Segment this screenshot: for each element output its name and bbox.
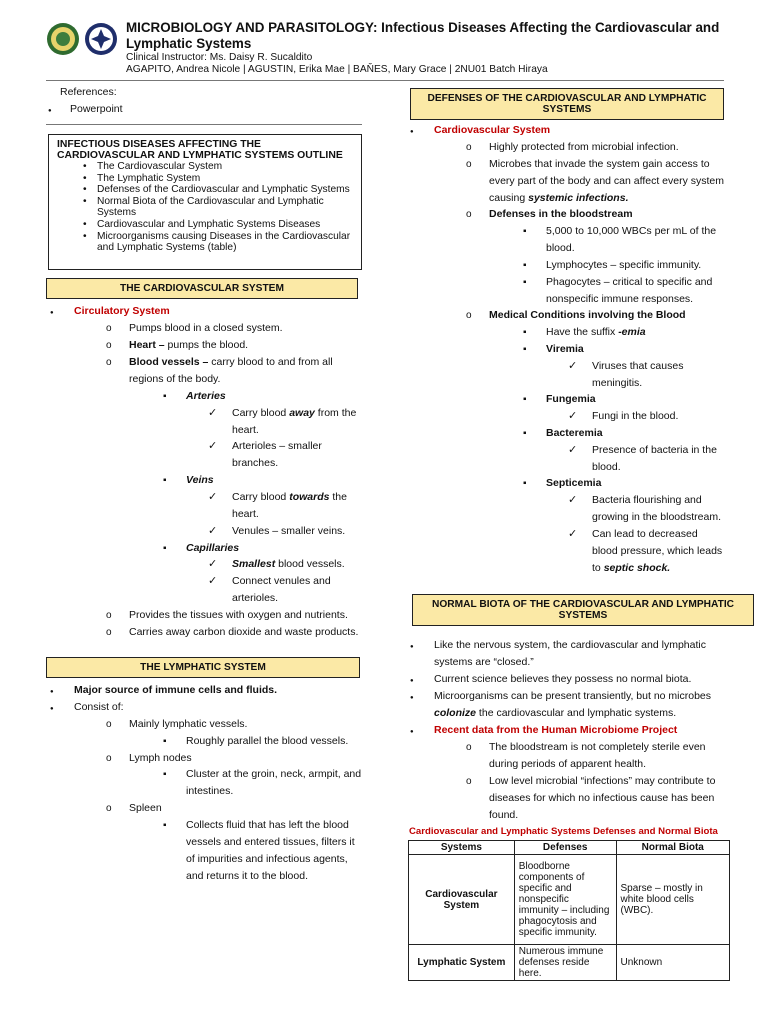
microbes-text-1: Microbes that invade the system gain access to [489, 158, 710, 170]
circle-bullet-icon [106, 624, 112, 641]
square-bullet-icon [523, 223, 527, 240]
microbiome-detail-2: Low level microbial “infections” may contribute to [489, 775, 716, 787]
table-header-row [409, 841, 730, 855]
biota-text-3-cont: colonize the cardiovascular and lymphatic systems. [434, 707, 677, 719]
cardiovascular-heading: THE CARDIOVASCULAR SYSTEM [46, 278, 358, 299]
square-bullet-icon [163, 540, 167, 557]
table-caption: Cardiovascular and Lymphatic Systems Defenses and Normal Biota [409, 826, 718, 837]
microbiome-project-label: Recent data from the Human Microbiome Project [434, 724, 678, 736]
table-cell: Numerous immune defenses reside here. [514, 945, 616, 981]
circle-bullet-icon [466, 139, 472, 156]
square-bullet-icon [523, 425, 527, 442]
table-row [409, 945, 730, 981]
biota-text-3: Microorganisms can be present transiently, but no microbes [434, 690, 712, 702]
circle-bullet-icon [106, 716, 112, 733]
references-divider [46, 124, 362, 125]
outline-item: • Microorganisms causing Diseases in the Cardiovascular and Lymphatic Systems (table) [97, 231, 353, 254]
circle-bullet-icon [106, 750, 112, 767]
table-cell: Lymphatic System [409, 945, 515, 981]
septic-shock-text: to septic shock. [592, 562, 671, 574]
authors: AGAPITO, Andrea Nicole | AGUSTIN, Erika Mae | BAŇES, Mary Grace | 2NU01 Batch Hiraya [126, 64, 548, 75]
bullet-icon [50, 303, 54, 322]
circulatory-system: Circulatory System [74, 305, 170, 317]
veins-detail-1-cont: heart. [232, 508, 259, 520]
document-header [0, 0, 768, 80]
square-bullet-icon [523, 341, 527, 358]
check-icon [208, 556, 217, 573]
arteries-detail-1-cont: heart. [232, 424, 259, 436]
square-bullet-icon [163, 817, 167, 834]
table-header: Normal Biota [616, 841, 730, 855]
bacteremia-detail: Presence of bacteria in the [592, 444, 717, 456]
microbes-text-2: every part of the body and can affect every system [489, 175, 725, 187]
check-icon [568, 492, 577, 509]
spleen-detail-2: vessels and entered tissues, filters it [186, 836, 355, 848]
biota-text-2: Current science believes they possess no normal biota. [434, 673, 692, 685]
spleen-text: Spleen [129, 802, 162, 814]
college-seal-logo [84, 22, 118, 56]
lymph-cluster-text-cont: intestines. [186, 785, 234, 797]
square-bullet-icon [163, 388, 167, 405]
capillaries-detail-2-cont: arterioles. [232, 592, 279, 604]
circle-bullet-icon [466, 206, 472, 223]
bullet-icon [50, 699, 54, 718]
square-bullet-icon [523, 475, 527, 492]
defenses-biota-table [408, 840, 730, 981]
spleen-detail-1: Collects fluid that has left the blood [186, 819, 349, 831]
capillaries-detail-1: Smallest blood vessels. [232, 558, 345, 570]
circle-bullet-icon [466, 739, 472, 756]
septicemia-detail-2-cont: blood pressure, which leads [592, 545, 723, 557]
table-header: Systems [409, 841, 515, 855]
clinical-instructor: Clinical Instructor: Ms. Daisy R. Sucaldito [126, 52, 313, 63]
bacteremia-label: Bacteremia [546, 427, 603, 439]
square-bullet-icon [163, 766, 167, 783]
biota-text-1: Like the nervous system, the cardiovascular and lymphatic [434, 639, 706, 651]
phagocytes-text: Phagocytes – critical to specific and [546, 276, 713, 288]
outline-item: • Cardiovascular and Lymphatic Systems Diseases [97, 219, 353, 231]
check-icon [568, 442, 577, 459]
arterioles-text: Arterioles – smaller [232, 440, 322, 452]
biota-text-1-cont: systems are “closed.” [434, 656, 534, 668]
viremia-detail: Viruses that causes [592, 360, 684, 372]
header-divider [46, 80, 724, 81]
microbiome-detail-2-end: found. [489, 809, 519, 821]
bullet-icon [410, 688, 414, 707]
microbiome-detail-2-cont: diseases for which no infectious cause has been [489, 792, 715, 804]
lymph-consist-text: Consist of: [74, 701, 124, 713]
microbiome-detail-1: The bloodstream is not completely sterile even [489, 741, 706, 753]
check-icon [208, 405, 217, 422]
wbc-text-cont: blood. [546, 242, 575, 254]
table-row [409, 855, 730, 945]
viremia-label: Viremia [546, 343, 584, 355]
table-cell: Bloodborne components of specific and nonspecific immunity – including phagocytosis and specific immunity. [514, 855, 616, 945]
protected-text: Highly protected from microbial infection. [489, 141, 679, 153]
outline-box [48, 134, 362, 270]
check-icon [208, 438, 217, 455]
cardiovascular-system-label: Cardiovascular System [434, 124, 551, 136]
vessels-text: Blood vessels – carry blood to and from all [129, 356, 333, 368]
check-icon [208, 523, 217, 540]
square-bullet-icon [523, 274, 527, 291]
fungemia-label: Fungemia [546, 393, 596, 405]
table-cell: Cardiovascular System [409, 855, 515, 945]
square-bullet-icon [163, 733, 167, 750]
bacteremia-detail-cont: blood. [592, 461, 621, 473]
arteries-label: Arteries [186, 390, 226, 402]
veins-label: Veins [186, 474, 214, 486]
arteries-detail-1: Carry blood away from the [232, 407, 357, 419]
document-title: MICROBIOLOGY AND PARASITOLOGY: Infectious Diseases Affecting the Cardiovascular and Lymphatic Systems [126, 20, 720, 51]
bullet-icon [410, 637, 414, 656]
table-cell: Sparse – mostly in white blood cells (WBC). [616, 855, 730, 945]
capillaries-label: Capillaries [186, 542, 240, 554]
septicemia-detail-1: Bacteria flourishing and [592, 494, 702, 506]
heart-text: Heart – pumps the blood. [129, 339, 249, 351]
circle-bullet-icon [466, 156, 472, 173]
microbiome-detail-1-cont: during periods of apparent health. [489, 758, 647, 770]
table-header: Defenses [514, 841, 616, 855]
medical-conditions-label: Medical Conditions involving the Blood [489, 309, 686, 321]
phagocytes-text-cont: nonspecific immune responses. [546, 293, 694, 305]
carries-text: Carries away carbon dioxide and waste products. [129, 626, 359, 638]
pumps-text: Pumps blood in a closed system. [129, 322, 283, 334]
check-icon [568, 408, 577, 425]
check-icon [208, 489, 217, 506]
bullet-icon [410, 722, 414, 741]
circle-bullet-icon [106, 800, 112, 817]
microbes-text-3: causing systemic infections. [489, 192, 629, 204]
lymph-cluster-text: Cluster at the groin, neck, armpit, and [186, 768, 362, 780]
school-seal-logo [46, 22, 80, 56]
wbc-text: 5,000 to 10,000 WBCs per mL of the [546, 225, 717, 237]
septicemia-detail-1-cont: growing in the bloodstream. [592, 511, 721, 523]
venules-text: Venules – smaller veins. [232, 525, 346, 537]
bloodstream-defenses-label: Defenses in the bloodstream [489, 208, 633, 220]
outline-list [57, 161, 353, 254]
veins-detail-1: Carry blood towards the [232, 491, 347, 503]
square-bullet-icon [523, 324, 527, 341]
provides-text: Provides the tissues with oxygen and nutrients. [129, 609, 348, 621]
circle-bullet-icon [106, 354, 112, 371]
circle-bullet-icon [106, 337, 112, 354]
outline-title: INFECTIOUS DISEASES AFFECTING THE CARDIOVASCULAR AND LYMPHATIC SYSTEMS OUTLINE [57, 139, 343, 161]
fungemia-detail: Fungi in the blood. [592, 410, 679, 422]
table-cell: Unknown [616, 945, 730, 981]
septicemia-label: Septicemia [546, 477, 602, 489]
outline-item: • Defenses of the Cardiovascular and Lymphatic Systems [97, 184, 353, 196]
outline-item: • The Lymphatic System [97, 173, 353, 185]
bullet-icon [48, 101, 52, 120]
check-icon [208, 573, 217, 590]
check-icon [568, 526, 577, 543]
outline-item: • The Cardiovascular System [97, 161, 353, 173]
lymphocytes-text: Lymphocytes – specific immunity. [546, 259, 702, 271]
lymph-nodes-text: Lymph nodes [129, 752, 192, 764]
circle-bullet-icon [106, 607, 112, 624]
lymph-major-text: Major source of immune cells and fluids. [74, 684, 278, 696]
defenses-heading: DEFENSES OF THE CARDIOVASCULAR AND LYMPHATIC SYSTEMS [410, 88, 724, 120]
vessels-text-cont: regions of the body. [129, 373, 221, 385]
circle-bullet-icon [106, 320, 112, 337]
lymph-parallel-text: Roughly parallel the blood vessels. [186, 735, 349, 747]
capillaries-detail-2: Connect venules and [232, 575, 331, 587]
viremia-detail-cont: meningitis. [592, 377, 643, 389]
spleen-detail-4: and returns it to the blood. [186, 870, 308, 882]
suffix-text: Have the suffix -emia [546, 326, 646, 338]
spleen-detail-3: of impurities and infectious agents, [186, 853, 348, 865]
references-label: References: [60, 86, 117, 98]
normal-biota-heading: NORMAL BIOTA OF THE CARDIOVASCULAR AND LYMPHATIC SYSTEMS [412, 594, 754, 626]
square-bullet-icon [163, 472, 167, 489]
square-bullet-icon [523, 257, 527, 274]
arterioles-text-cont: branches. [232, 457, 279, 469]
references-item: Powerpoint [70, 103, 123, 115]
outline-item: • Normal Biota of the Cardiovascular and Lymphatic Systems [97, 196, 353, 219]
bullet-icon [410, 122, 414, 141]
check-icon [568, 358, 577, 375]
septicemia-detail-2: Can lead to decreased [592, 528, 698, 540]
lymph-vessels-text: Mainly lymphatic vessels. [129, 718, 248, 730]
lymphatic-heading: THE LYMPHATIC SYSTEM [46, 657, 360, 678]
circle-bullet-icon [466, 773, 472, 790]
circle-bullet-icon [466, 307, 472, 324]
square-bullet-icon [523, 391, 527, 408]
